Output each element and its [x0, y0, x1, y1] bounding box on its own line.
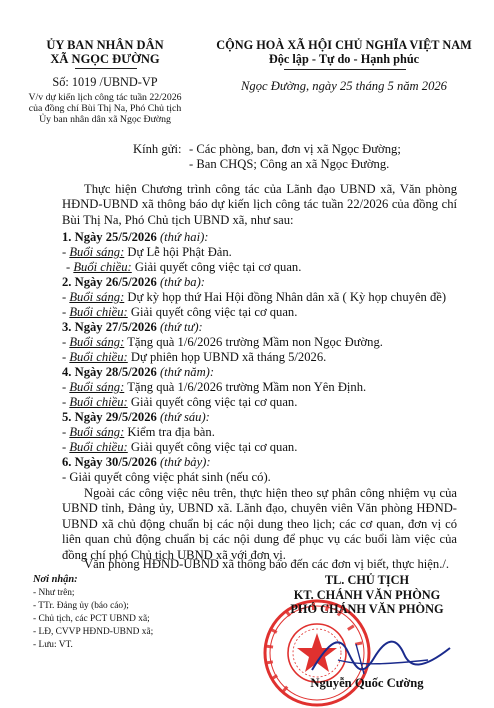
day-6-note: (thứ bảy):: [159, 455, 211, 469]
document-number: Số: 1019 /UBND-VP: [52, 75, 158, 89]
day-2-afternoon: - Buổi chiều: Giải quyết công việc tại cơ quan.: [62, 305, 298, 319]
day-2-date: 2. Ngày 26/5/2026: [62, 275, 157, 289]
subject-line-3: Ủy ban nhân dân xã Ngọc Đường: [39, 114, 171, 125]
recipients-label: Kính gửi:: [133, 142, 182, 156]
day-4-title: [62, 365, 214, 380]
day-5-date: 5. Ngày 29/5/2026: [62, 410, 157, 424]
closing-sentence: Văn phòng HĐND-UBND xã thông báo đến các đơn vị biết, thực hiện./.: [84, 557, 449, 571]
day-6-date: 6. Ngày 30/5/2026: [62, 455, 157, 469]
subject-line-2: của đồng chí Bùi Thị Na, Phó Chủ tịch: [28, 103, 182, 114]
day-6-title: [62, 455, 211, 470]
day-1-note: (thứ hai):: [159, 230, 209, 244]
day-3-note: (thứ tư):: [159, 320, 203, 334]
signature-line-1: TL. CHỦ TỊCH: [324, 573, 410, 587]
day-3-date: 3. Ngày 27/5/2026: [62, 320, 157, 334]
receiver-item-2: - TTr. Đảng ủy (báo cáo);: [33, 601, 129, 611]
receivers-label: Nơi nhận:: [33, 574, 78, 585]
day-2-morning: - Buổi sáng: Dự kỳ họp thứ Hai Hội đồng Nhân dân xã ( Kỳ họp chuyên đề): [62, 290, 447, 304]
receiver-item-4: - LĐ, CVVP HĐND-UBND xã;: [33, 627, 154, 637]
nation-title: CỘNG HOÀ XÃ HỘI CHỦ NGHĨA VIỆT NAM: [216, 38, 472, 52]
recipient-line-1: - Các phòng, ban, đơn vị xã Ngọc Đường;: [189, 142, 401, 156]
signature-line-3: PHÓ CHÁNH VĂN PHÒNG: [290, 602, 444, 616]
receiver-item-1: - Như trên;: [33, 588, 75, 598]
motto-underline: [284, 69, 406, 70]
day-1-morning: - Buổi sáng: Dự Lễ hội Phật Đản.: [62, 245, 232, 259]
day-5-afternoon: - Buổi chiều: Giải quyết công việc tại cơ quan.: [62, 440, 298, 454]
day-4-morning: - Buổi sáng: Tặng quà 1/6/2026 trường Mầm non Yên Định.: [62, 380, 367, 394]
org-name-line2: XÃ NGỌC ĐƯỜNG: [50, 52, 160, 66]
day-6-item: - Giải quyết công việc phát sinh (nếu có).: [62, 470, 271, 484]
day-5-title: [62, 410, 210, 425]
subject-line-1: V/v dự kiến lịch công tác tuần 22/2026: [28, 92, 182, 103]
org-underline: [75, 68, 137, 69]
receiver-item-5: - Lưu: VT.: [33, 640, 73, 650]
day-1-afternoon: - Buổi chiều: Giải quyết công việc tại cơ quan.: [66, 260, 302, 274]
day-3-morning: - Buổi sáng: Tặng quà 1/6/2026 trường Mầm non Ngọc Đường.: [62, 335, 383, 349]
motto: Độc lập - Tự do - Hạnh phúc: [268, 52, 420, 66]
day-3-afternoon: - Buổi chiều: Dự phiên họp UBND xã tháng 5/2026.: [62, 350, 327, 364]
day-1-title: [62, 230, 208, 245]
day-5-note: (thứ sáu):: [159, 410, 210, 424]
day-3-title: [62, 320, 203, 335]
day-4-afternoon: - Buổi chiều: Giải quyết công việc tại cơ quan.: [62, 395, 298, 409]
day-4-date: 4. Ngày 28/5/2026: [62, 365, 157, 379]
org-name-line1: ỦY BAN NHÂN DÂN: [46, 38, 164, 52]
day-2-title: [62, 275, 205, 290]
instructions-paragraph: Ngoài các công việc nêu trên, thực hiện theo sự phân công nhiệm vụ của UBND tỉnh, Đảng ủy, UBND xã. Lãnh đạo, chuyên viên Văn phòng HĐND-UBND xã chủ động chuẩn bị các nội dung theo lịch; các cơ quan, đơn vị có liên quan chủ động chuẩn bị các nội dung để phục vụ các buổi làm việc của đồng chí phó Chủ tịch UBND xã với đơn vị.: [62, 486, 457, 562]
receiver-item-3: - Chủ tịch, các PCT UBND xã;: [33, 614, 150, 624]
intro-paragraph: Thực hiện Chương trình công tác của Lãnh đạo UBND xã, Văn phòng HĐND-UBND xã thông báo dự kiến lịch công tác tuần 22/2026 của đồng chí Bùi Thị Na, Phó Chủ tịch UBND xã, như sau:: [62, 182, 457, 227]
day-5-morning: - Buổi sáng: Kiểm tra địa bàn.: [62, 425, 215, 439]
day-1-date: 1. Ngày 25/5/2026: [62, 230, 157, 244]
day-2-note: (thứ ba):: [159, 275, 205, 289]
signer-name: Nguyễn Quốc Cường: [310, 676, 424, 690]
place-date: Ngọc Đường, ngày 25 tháng 5 năm 2026: [241, 79, 447, 93]
signature-line-2: KT. CHÁNH VĂN PHÒNG: [293, 588, 441, 602]
recipient-line-2: - Ban CHQS; Công an xã Ngọc Đường.: [189, 157, 390, 171]
day-4-note: (thứ năm):: [159, 365, 215, 379]
